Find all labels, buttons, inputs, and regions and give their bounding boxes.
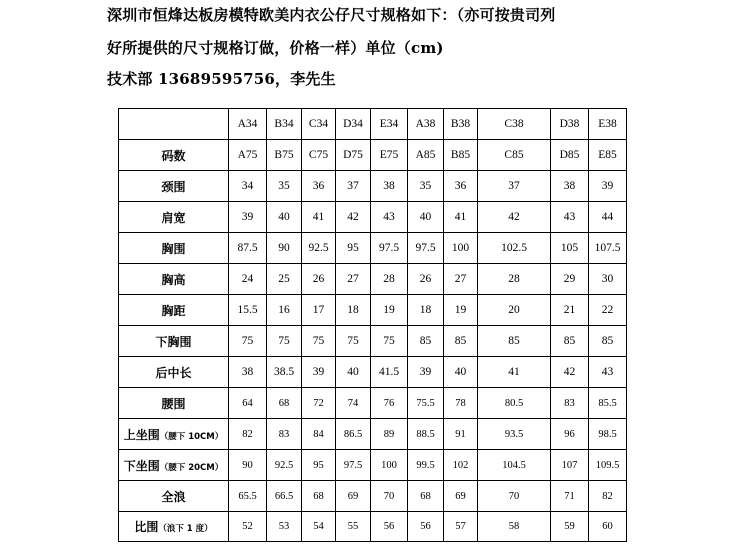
table-cell: 75: [371, 326, 408, 357]
table-cell: 38.5: [267, 357, 302, 388]
table-cell: 96: [551, 419, 589, 450]
column-header: D34: [336, 109, 371, 140]
table-cell: 102: [444, 450, 478, 481]
table-cell: 92.5: [302, 233, 336, 264]
table-cell: 70: [371, 481, 408, 512]
table-cell: 80.5: [478, 388, 551, 419]
table-header-row: [119, 109, 627, 140]
table-cell: 38: [229, 357, 267, 388]
table-cell: 37: [478, 171, 551, 202]
table-cell: 72: [302, 388, 336, 419]
table-cell: 28: [371, 264, 408, 295]
table-cell: 87.5: [229, 233, 267, 264]
size-spec-table: [118, 108, 627, 542]
table-cell: 84: [302, 419, 336, 450]
table-cell: 41.5: [371, 357, 408, 388]
row-label-text: 腰围: [161, 396, 186, 411]
table-cell: 92.5: [267, 450, 302, 481]
table-cell: 68: [302, 481, 336, 512]
table-row: [119, 140, 627, 171]
table-cell: 16: [267, 295, 302, 326]
table-cell: 71: [551, 481, 589, 512]
table-cell: 82: [589, 481, 627, 512]
table-cell: 93.5: [478, 419, 551, 450]
column-header: B34: [267, 109, 302, 140]
table-cell: 75.5: [408, 388, 444, 419]
table-cell: 59: [551, 512, 589, 542]
table-row: [119, 357, 627, 388]
table-cell: 82: [229, 419, 267, 450]
table-cell: 85.5: [589, 388, 627, 419]
column-header: A38: [408, 109, 444, 140]
table-row: [119, 388, 627, 419]
table-cell: E75: [371, 140, 408, 171]
table-cell: 22: [589, 295, 627, 326]
row-label: [119, 264, 229, 295]
row-label: [119, 326, 229, 357]
table-cell: 39: [302, 357, 336, 388]
table-cell: 44: [589, 202, 627, 233]
table-cell: 17: [302, 295, 336, 326]
row-label-text: 胸高: [161, 272, 186, 287]
table-cell: 90: [267, 233, 302, 264]
table-cell: 40: [267, 202, 302, 233]
table-cell: B85: [444, 140, 478, 171]
table-cell: 78: [444, 388, 478, 419]
table-cell: 86.5: [336, 419, 371, 450]
table-cell: 85: [589, 326, 627, 357]
table-cell: D75: [336, 140, 371, 171]
table-cell: C75: [302, 140, 336, 171]
table-cell: B75: [267, 140, 302, 171]
column-header: A34: [229, 109, 267, 140]
table-cell: 53: [267, 512, 302, 542]
table-cell: 95: [336, 233, 371, 264]
table-cell: 27: [444, 264, 478, 295]
table-cell: 99.5: [408, 450, 444, 481]
table-cell: 85: [408, 326, 444, 357]
table-cell: 58: [478, 512, 551, 542]
table-row: [119, 481, 627, 512]
column-header: C38: [478, 109, 551, 140]
row-label-note: （腰下 10CM）: [159, 431, 224, 442]
row-label-text: 全浪: [161, 489, 186, 504]
row-label: [119, 419, 229, 450]
table-row: [119, 233, 627, 264]
table-cell: 40: [336, 357, 371, 388]
table-cell: 107.5: [589, 233, 627, 264]
row-label-text: 比围: [134, 520, 159, 534]
table-cell: 28: [478, 264, 551, 295]
column-header: E34: [371, 109, 408, 140]
table-cell: 70: [478, 481, 551, 512]
table-cell: 41: [302, 202, 336, 233]
table-cell: 21: [551, 295, 589, 326]
row-label: [119, 140, 229, 171]
table-cell: 19: [371, 295, 408, 326]
table-cell: 27: [336, 264, 371, 295]
table-cell: 75: [336, 326, 371, 357]
table-cell: 91: [444, 419, 478, 450]
table-cell: 60: [589, 512, 627, 542]
table-cell: 35: [267, 171, 302, 202]
table-row: [119, 512, 627, 542]
table-cell: 69: [444, 481, 478, 512]
table-cell: 18: [336, 295, 371, 326]
row-label: [119, 357, 229, 388]
table-cell: 40: [408, 202, 444, 233]
column-header: D38: [551, 109, 589, 140]
row-label-note: （浪下 1 度）: [158, 524, 213, 534]
table-cell: 55: [336, 512, 371, 542]
table-cell: 75: [302, 326, 336, 357]
table-cell: 57: [444, 512, 478, 542]
row-label: [119, 295, 229, 326]
table-cell: 102.5: [478, 233, 551, 264]
table-cell: 26: [408, 264, 444, 295]
table-cell: 83: [551, 388, 589, 419]
column-header: E38: [589, 109, 627, 140]
table-cell: 66.5: [267, 481, 302, 512]
table-cell: 52: [229, 512, 267, 542]
row-label: [119, 202, 229, 233]
table-corner-cell: [119, 109, 229, 140]
column-header: B38: [444, 109, 478, 140]
row-label: [119, 171, 229, 202]
table-row: [119, 295, 627, 326]
row-label-text: 后中长: [155, 365, 192, 380]
table-cell: 30: [589, 264, 627, 295]
row-label-text: 下胸围: [155, 334, 192, 349]
table-cell: 37: [336, 171, 371, 202]
table-row: [119, 264, 627, 295]
table-cell: 97.5: [336, 450, 371, 481]
table-row: [119, 326, 627, 357]
table-cell: 107: [551, 450, 589, 481]
row-label-text: 胸距: [161, 303, 186, 318]
intro-line-1: 深圳市恒烽达板房模特欧美内衣公仔尺寸规格如下：（亦可按贵司列: [107, 6, 556, 24]
table-row: [119, 419, 627, 450]
table-cell: 104.5: [478, 450, 551, 481]
table-cell: 74: [336, 388, 371, 419]
table-row: [119, 202, 627, 233]
table-cell: C85: [478, 140, 551, 171]
row-label-text: 颈围: [161, 179, 186, 194]
table-cell: 40: [444, 357, 478, 388]
table-cell: D85: [551, 140, 589, 171]
table-cell: 105: [551, 233, 589, 264]
table-cell: 100: [371, 450, 408, 481]
row-label-text: 码数: [161, 148, 186, 163]
table-cell: 39: [589, 171, 627, 202]
table-cell: 41: [444, 202, 478, 233]
table-cell: 43: [551, 202, 589, 233]
table-cell: 34: [229, 171, 267, 202]
table-cell: 36: [444, 171, 478, 202]
table-cell: 43: [371, 202, 408, 233]
table-cell: 39: [229, 202, 267, 233]
table-row: [119, 171, 627, 202]
table-cell: 39: [408, 357, 444, 388]
table-cell: 56: [371, 512, 408, 542]
table-cell: 18: [408, 295, 444, 326]
table-cell: 24: [229, 264, 267, 295]
table-cell: 20: [478, 295, 551, 326]
table-cell: 42: [551, 357, 589, 388]
table-cell: 38: [551, 171, 589, 202]
intro-line-3: 技术部 13689595756，李先生: [107, 70, 336, 88]
row-label: [119, 233, 229, 264]
table-cell: 54: [302, 512, 336, 542]
table-cell: 26: [302, 264, 336, 295]
column-header: C34: [302, 109, 336, 140]
table-cell: 35: [408, 171, 444, 202]
table-row: [119, 450, 627, 481]
table-cell: 88.5: [408, 419, 444, 450]
table-cell: 15.5: [229, 295, 267, 326]
table-cell: 41: [478, 357, 551, 388]
table-cell: 75: [267, 326, 302, 357]
table-cell: 97.5: [371, 233, 408, 264]
table-cell: 56: [408, 512, 444, 542]
table-cell: 90: [229, 450, 267, 481]
row-label: [119, 388, 229, 419]
table-cell: 42: [478, 202, 551, 233]
table-cell: 65.5: [229, 481, 267, 512]
table-cell: 68: [267, 388, 302, 419]
table-cell: 109.5: [589, 450, 627, 481]
table-cell: 29: [551, 264, 589, 295]
table-cell: 75: [229, 326, 267, 357]
table-cell: 98.5: [589, 419, 627, 450]
table-cell: A75: [229, 140, 267, 171]
table-cell: 19: [444, 295, 478, 326]
table-cell: 38: [371, 171, 408, 202]
table-cell: 68: [408, 481, 444, 512]
table-cell: 85: [444, 326, 478, 357]
row-label: [119, 481, 229, 512]
row-label: [119, 450, 229, 481]
table-cell: 64: [229, 388, 267, 419]
table-cell: 85: [551, 326, 589, 357]
row-label-text: 下坐围: [123, 458, 160, 473]
row-label-text: 上坐围: [123, 427, 160, 442]
table-cell: 95: [302, 450, 336, 481]
table-cell: 42: [336, 202, 371, 233]
table-cell: 69: [336, 481, 371, 512]
row-label: [119, 512, 229, 542]
row-label-text: 胸围: [161, 241, 186, 256]
table-cell: 89: [371, 419, 408, 450]
table-cell: E85: [589, 140, 627, 171]
table-cell: 83: [267, 419, 302, 450]
table-cell: 76: [371, 388, 408, 419]
row-label-note: （腰下 20CM）: [159, 462, 224, 473]
table-cell: 36: [302, 171, 336, 202]
table-cell: A85: [408, 140, 444, 171]
table-cell: 43: [589, 357, 627, 388]
table-cell: 85: [478, 326, 551, 357]
table-cell: 100: [444, 233, 478, 264]
table-cell: 25: [267, 264, 302, 295]
table-cell: 97.5: [408, 233, 444, 264]
row-label-text: 肩宽: [161, 210, 186, 225]
intro-line-2: 好所提供的尺寸规格订做，价格一样）单位（cm): [107, 39, 444, 57]
